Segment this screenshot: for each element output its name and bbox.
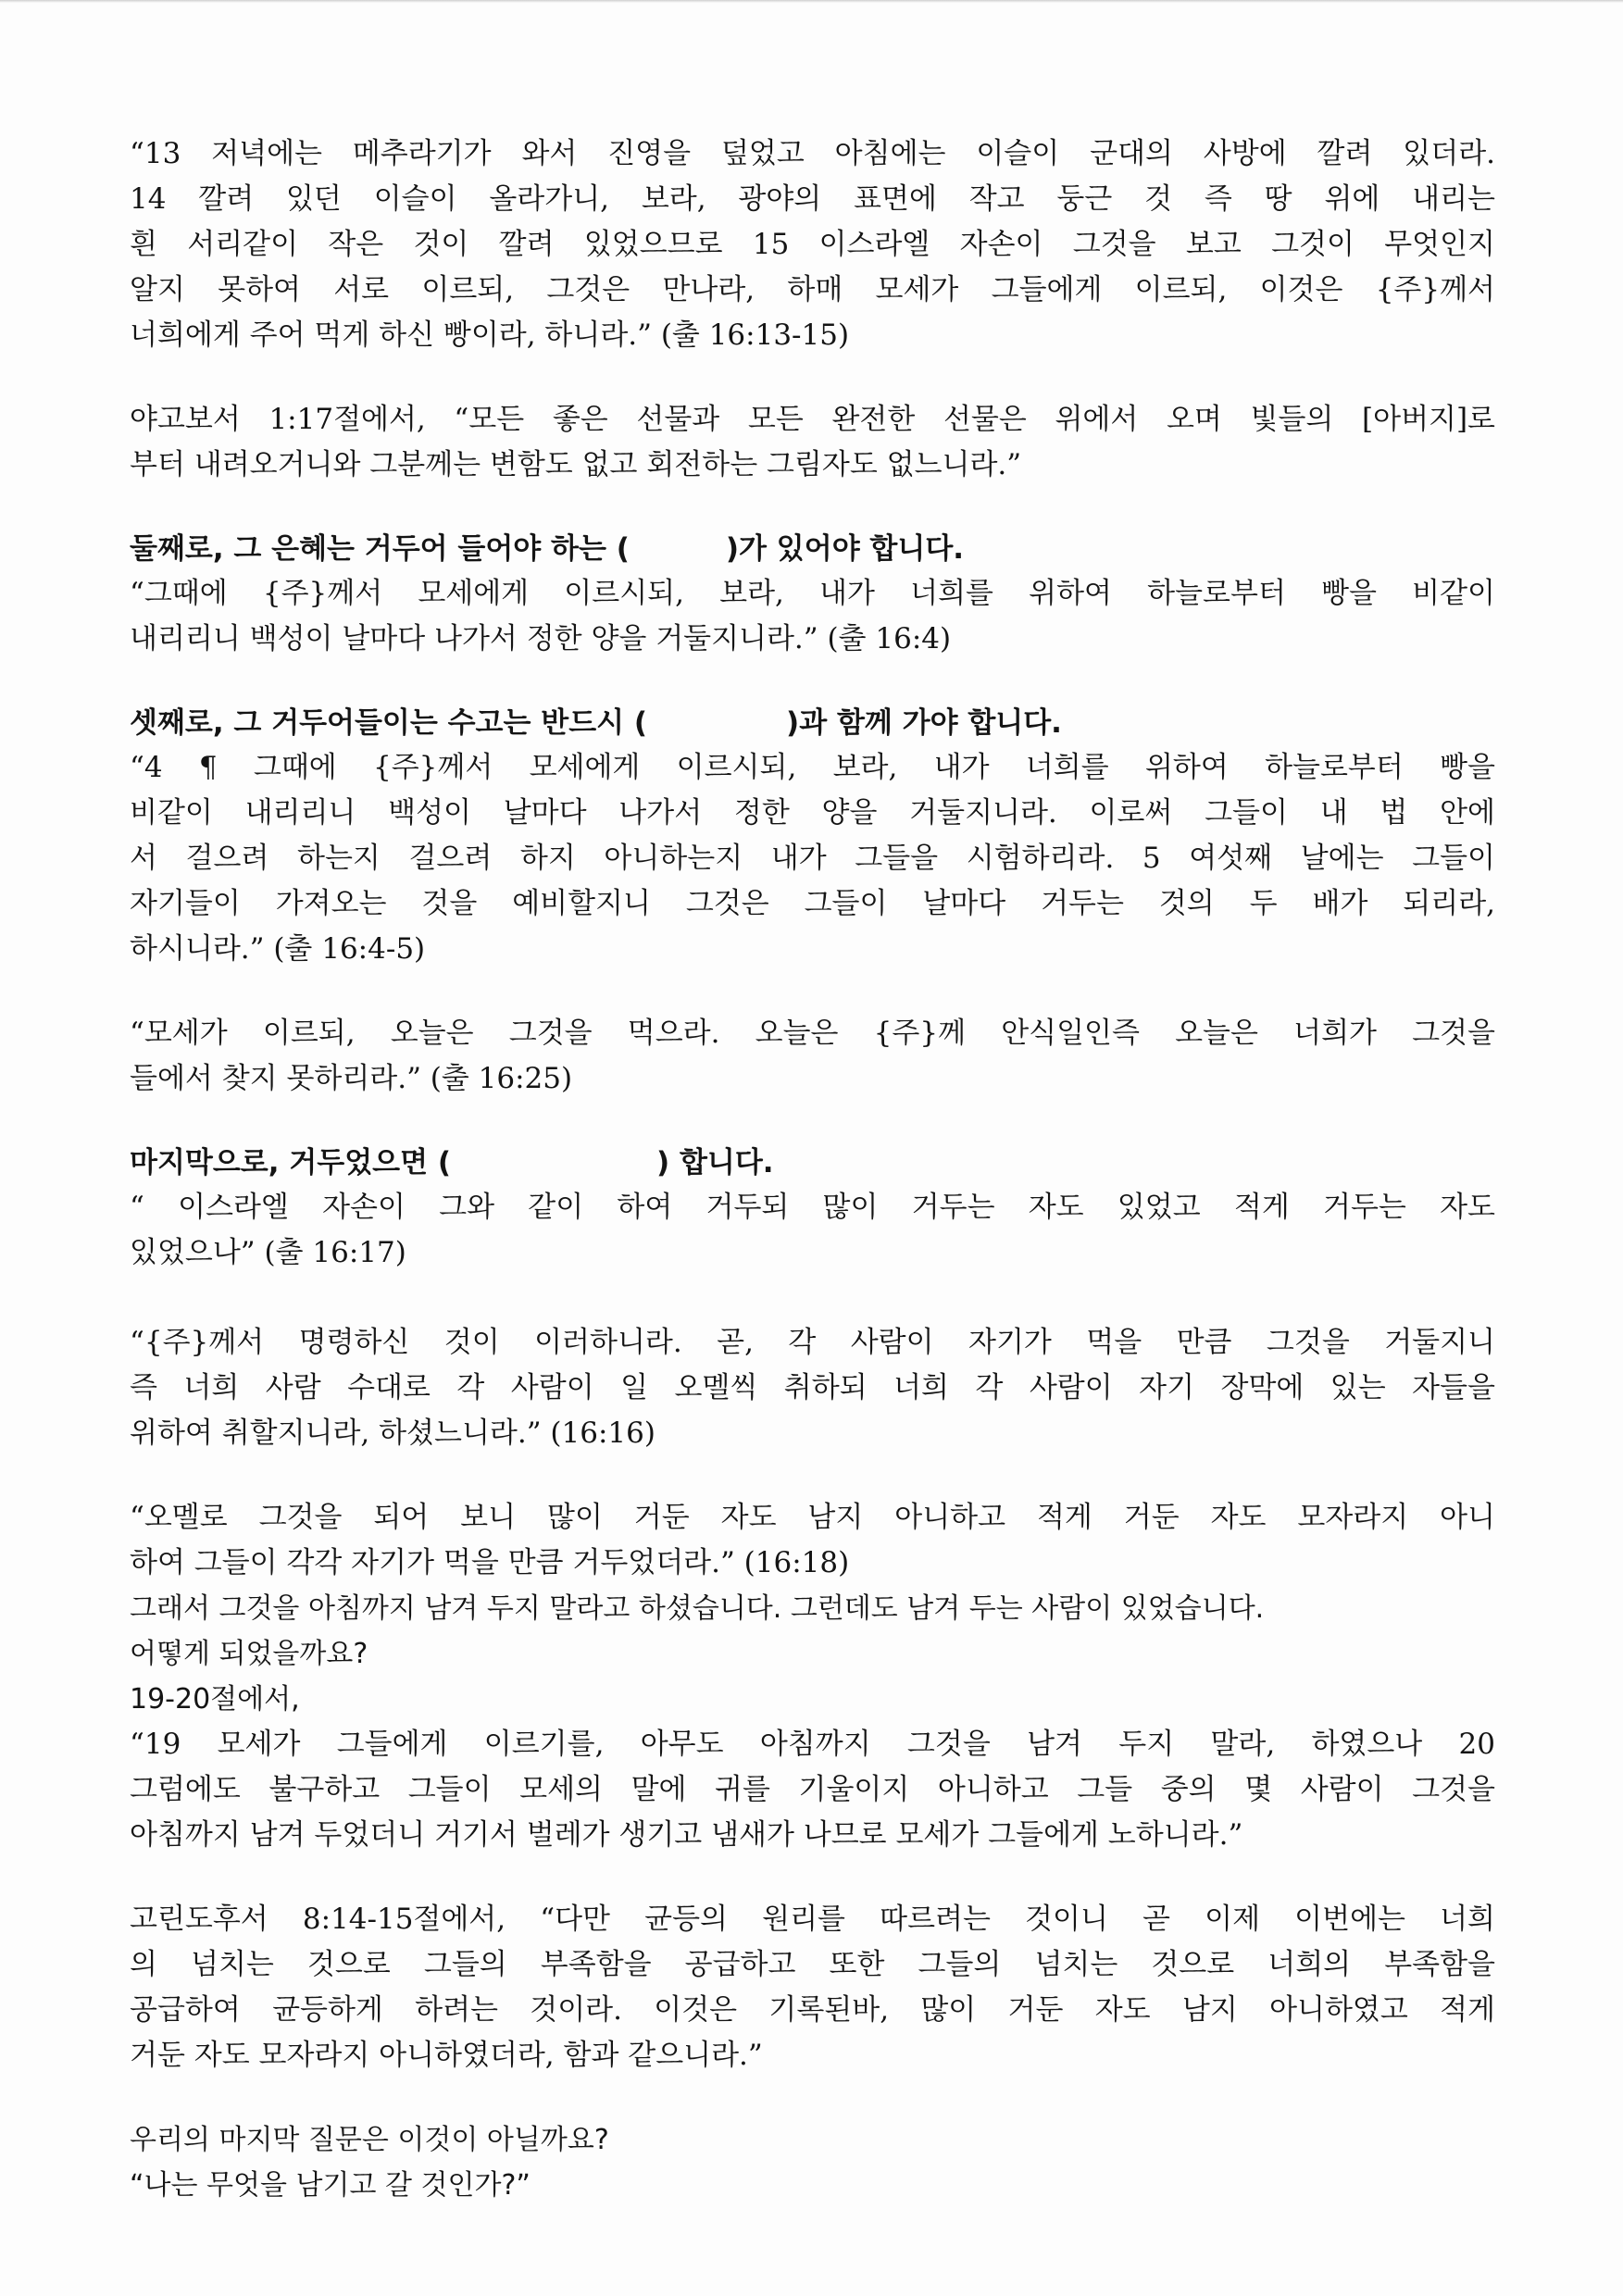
text-line: 위하여 취할지니라, 하셨느니라.” (16:16) <box>130 1416 655 1450</box>
exodus-16-4-5-passage <box>130 745 1495 972</box>
final-point-heading <box>130 1141 1495 1185</box>
text-line: “4 ¶ 그때에 {주}께서 모세에게 이르시되, 보라, 내가 너희를 위하여 하늘로부터 빵을 <box>130 751 1495 784</box>
heading-text-before: 셋째로, 그 거두어들이는 수고는 반드시 ( <box>130 706 648 740</box>
heading-text-before: 마지막으로, 거두었으면 ( <box>130 1146 451 1179</box>
spacer <box>130 1276 1495 1320</box>
point-two-heading <box>130 527 1495 571</box>
2-corinthians-8-14-15-passage <box>130 1897 1495 2078</box>
text-line: 흰 서리같이 작은 것이 깔려 있었으므로 15 이스라엘 자손이 그것을 보고 그것이 무엇인지 <box>130 228 1495 261</box>
commentary-paragraph <box>130 1586 1495 1722</box>
text-line: “오멜로 그것을 되어 보니 많이 거둔 자도 남지 아니하고 적게 거둔 자도 모자라지 아니 <box>130 1501 1495 1534</box>
james-1-17-passage <box>130 397 1495 488</box>
text-line: 야고보서 1:17절에서, “모든 좋은 선물과 모든 완전한 선물은 위에서 오며 빛들의 [아버지]로 <box>130 403 1495 436</box>
spacer <box>130 488 1495 527</box>
text-line: “13 저녁에는 메추라기가 와서 진영을 덮었고 아침에는 이슬이 군대의 사방에 깔려 있더라. <box>130 137 1495 170</box>
text-line: “ 이스라엘 자손이 그와 같이 하여 거두되 많이 거두는 자도 있었고 적게 거두는 자도 <box>130 1191 1495 1224</box>
exodus-16-17-passage <box>130 1185 1495 1276</box>
spacer <box>130 1102 1495 1141</box>
spacer <box>130 662 1495 701</box>
text-line: 그럼에도 불구하고 그들이 모세의 말에 귀를 기울이지 아니하고 그들 중의 몇 사람이 그것을 <box>130 1773 1495 1806</box>
document-page <box>130 131 1495 2208</box>
text-line: “그때에 {주}께서 모세에게 이르시되, 보라, 내가 너희를 위하여 하늘로부터 빵을 비같이 <box>130 577 1495 610</box>
text-line: 하시니라.” (출 16:4-5) <box>130 932 426 966</box>
text-line: 들에서 찾지 못하리라.” (출 16:25) <box>130 1062 573 1095</box>
heading-text-after: )과 함께 가야 합니다. <box>786 706 1062 740</box>
spacer <box>130 972 1495 1011</box>
text-line: 그래서 그것을 아침까지 남겨 두지 말라고 하셨습니다. 그런데도 남겨 두는 사람이 있었습니다. <box>130 1592 1265 1625</box>
text-line: 19-20절에서, <box>130 1683 300 1716</box>
text-line: 우리의 마지막 질문은 이것이 아닐까요? <box>130 2124 609 2156</box>
exodus-16-13-15-passage <box>130 131 1495 358</box>
exodus-16-19-20-passage <box>130 1722 1495 1858</box>
text-line: “모세가 이르되, 오늘은 그것을 먹으라. 오늘은 {주}께 안식일인즉 오늘은 너희가 그것을 <box>130 1017 1495 1050</box>
heading-text-after: ) 합니다. <box>656 1146 774 1179</box>
text-line: 너희에게 주어 먹게 하신 빵이라, 하니라.” (출 16:13-15) <box>130 318 850 352</box>
text-line: 있었으나” (출 16:17) <box>130 1236 406 1269</box>
text-line: “19 모세가 그들에게 이르기를, 아무도 아침까지 그것을 남겨 두지 말라, 하였으나 20 <box>130 1728 1495 1761</box>
text-line: 부터 내려오거니와 그분께는 변함도 없고 회전하는 그림자도 없느니라.” <box>130 448 1022 481</box>
heading-text-after: )가 있어야 합니다. <box>725 532 965 566</box>
exodus-16-18-passage <box>130 1495 1495 1586</box>
heading-text-before: 둘째로, 그 은혜는 거두어 들어야 하는 ( <box>130 532 630 566</box>
text-line: 14 깔려 있던 이슬이 올라가니, 보라, 광야의 표면에 작고 둥근 것 즉 땅 위에 내리는 <box>130 182 1495 216</box>
text-line: “나는 무엇을 남기고 갈 것인가?” <box>130 2169 531 2202</box>
text-line: 어떻게 되었을까요? <box>130 1638 368 1670</box>
exodus-16-16-passage <box>130 1320 1495 1456</box>
text-line: 비같이 내리리니 백성이 날마다 나가서 정한 양을 거둘지니라. 이로써 그들이 내 법 안에 <box>130 796 1495 830</box>
spacer <box>130 1456 1495 1495</box>
text-line: 자기들이 가져오는 것을 예비할지니 그것은 그들이 날마다 거두는 것의 두 배가 되리라, <box>130 887 1495 920</box>
text-line: 고린도후서 8:14-15절에서, “다만 균등의 원리를 따르려는 것이니 곧 이제 이번에는 너희 <box>130 1903 1495 1936</box>
text-line: 거둔 자도 모자라지 아니하였더라, 함과 같으니라.” <box>130 2039 763 2072</box>
text-line: 하여 그들이 각각 자기가 먹을 만큼 거두었더라.” (16:18) <box>130 1546 850 1579</box>
text-line: 즉 너희 사람 수대로 각 사람이 일 오멜씩 취하되 너희 각 사람이 자기 장막에 있는 자들을 <box>130 1371 1495 1404</box>
text-line: 내리리니 백성이 날마다 나가서 정한 양을 거둘지니라.” (출 16:4) <box>130 622 952 655</box>
scan-top-edge <box>0 0 1623 3</box>
spacer <box>130 1858 1495 1897</box>
text-line: 공급하여 균등하게 하려는 것이라. 이것은 기록된바, 많이 거둔 자도 남지 아니하였고 적게 <box>130 1993 1495 2027</box>
text-line: “{주}께서 명령하신 것이 이러하니라. 곧, 각 사람이 자기가 먹을 만큼 그것을 거둘지니 <box>130 1326 1495 1359</box>
exodus-16-4-passage <box>130 571 1495 662</box>
text-line: 알지 못하여 서로 이르되, 그것은 만나라, 하매 모세가 그들에게 이르되, 이것은 {주}께서 <box>130 273 1495 306</box>
exodus-16-25-passage <box>130 1011 1495 1102</box>
point-three-heading <box>130 701 1495 745</box>
text-line: 의 넘치는 것으로 그들의 부족함을 공급하고 또한 그들의 넘치는 것으로 너희의 부족함을 <box>130 1948 1495 1981</box>
text-line: 서 걸으려 하는지 걸으려 하지 아니하는지 내가 그들을 시험하리라. 5 여섯째 날에는 그들이 <box>130 842 1495 875</box>
spacer <box>130 2078 1495 2117</box>
closing-question <box>130 2117 1495 2208</box>
spacer <box>130 358 1495 397</box>
text-line: 아침까지 남겨 두었더니 거기서 벌레가 생기고 냄새가 나므로 모세가 그들에게 노하니라.” <box>130 1818 1243 1852</box>
